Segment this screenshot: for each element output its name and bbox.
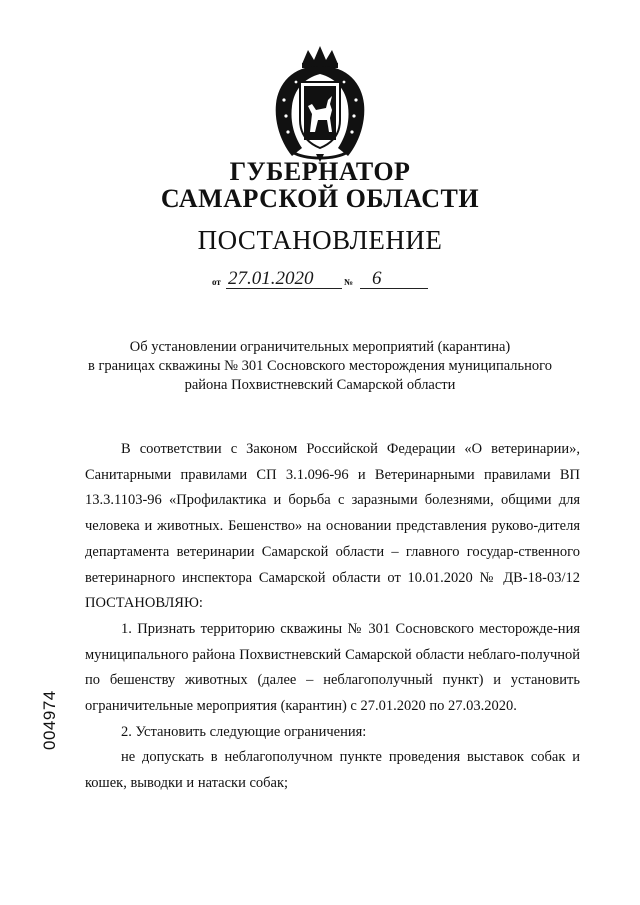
serial-number: 004974 <box>40 690 59 750</box>
coat-of-arms-emblem <box>272 44 368 164</box>
subject-line: района Похвистневский Самарской области <box>184 377 456 393</box>
body-paragraph: 2. Установить следующие ограничения: <box>121 723 367 740</box>
issuer-title-line1: ГУБЕРНАТОР <box>229 157 411 186</box>
issuer-title-line2: САМАРСКОЙ ОБЛАСТИ <box>160 184 480 213</box>
handwritten-number: 6 <box>372 268 382 289</box>
document-subject <box>60 338 580 395</box>
body-paragraph: 1. Признать территорию скважины № 301 Сосновского месторожде-ния муниципального района Похвистневский Самарской области неблаго-получной по бешенству животных (далее – неблагополучный пункт) и установить ограничительные мероприятия (карантин) с 27.01.2020 по 27.03.2020. <box>85 620 580 715</box>
date-number-line <box>212 268 432 292</box>
number-underline <box>360 288 428 289</box>
body-paragraph: В соответствии с Законом Российской Федерации «О ветеринарии», Санитарными правилами СП 3.1.096-96 и Ветеринарными правилами ВП 13.3.1103-96 «Профилактика и борьба с заразными болезнями, общими для человека и животных. Бешенство» на основании представления руково-дителя департамента ветеринарии Самарской области – главного государ-ственного ветеринарного инспектора Самарской области от 10.01.2020 № ДВ-18-03/12 ПОСТАНОВЛЯЮ: <box>85 441 580 612</box>
from-label: от <box>212 277 221 287</box>
subject-line: в границах скважины № 301 Сосновского месторождения муниципального <box>87 358 553 374</box>
handwritten-date: 27.01.2020 <box>228 268 314 289</box>
number-label: № <box>344 277 354 287</box>
subject-line: Об установлении ограничительных мероприятий (карантина) <box>129 339 511 355</box>
body-paragraph: не допускать в неблагополучном пункте проведения выставок собак и кошек, выводки и натаски собак; <box>85 749 580 792</box>
document-body <box>85 437 580 797</box>
document-type: ПОСТАНОВЛЕНИЕ <box>197 225 443 255</box>
